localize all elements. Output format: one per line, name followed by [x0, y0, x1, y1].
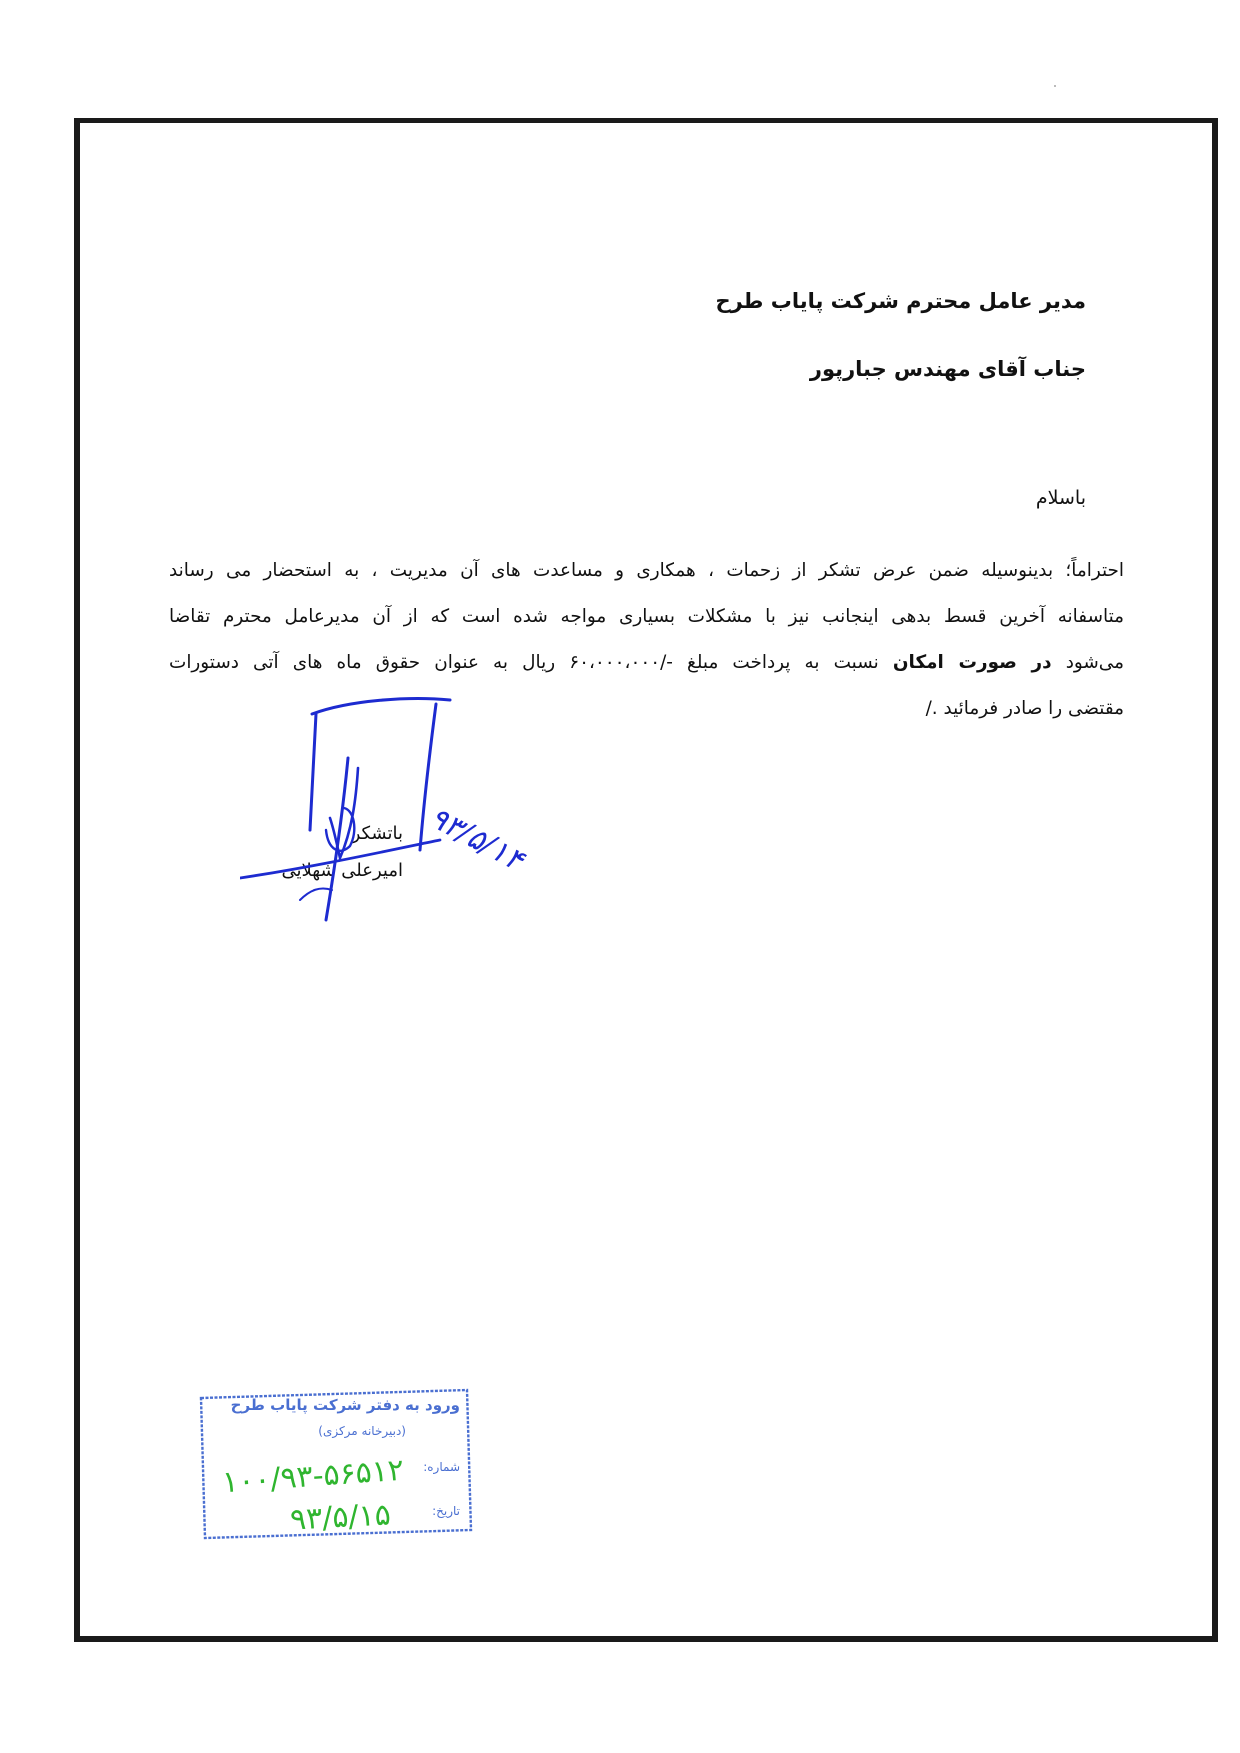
closing-thanks: باتشکر — [351, 823, 403, 844]
body-line-3-start: می‌شود — [1065, 652, 1124, 673]
recipient-title: مدیر عامل محترم شرکت پایاب طرح — [715, 289, 1086, 313]
body-line-2: متاسفانه آخرین قسط بدهی اینجانب نیز با مشکلات بسیاری مواجه شده است که از آن مدیرعامل محترم تقاضا — [169, 606, 1124, 627]
stamp-title: ورود به دفتر شرکت پایاب طرح — [230, 1396, 460, 1414]
recipient-name: جناب آقای مهندس جبارپور — [809, 357, 1086, 381]
body-emphasis: در صورت امکان — [892, 652, 1052, 673]
body-line-4: مقتضی را صادر فرمائید ./ — [925, 698, 1124, 719]
stamp-subtitle: (دبیرخانه مرکزی) — [318, 1424, 406, 1438]
scan-speck — [1054, 85, 1056, 87]
stamp-number-value: ۱۰۰/۹۳-۵۶۵۱۲ — [221, 1452, 406, 1501]
stamp-date-label: تاریخ: — [432, 1504, 460, 1518]
body-line-1: احتراماً؛ بدینوسیله ضمن عرض تشکر از زحمات ، همکاری و مساعدت های آن مدیریت ، به استحضار می رساند — [169, 560, 1124, 581]
stamp-date-value: ۹۳/۵/۱۵ — [289, 1497, 392, 1538]
handwritten-signature — [240, 690, 560, 940]
salutation: باسلام — [1035, 487, 1086, 509]
body-line-3-end: نسبت به پرداخت مبلغ -/۶۰،۰۰۰،۰۰۰ ریال به عنوان حقوق ماه های آتی دستورات — [169, 652, 879, 673]
stamp-number-label: شماره: — [423, 1460, 460, 1474]
signer-name: امیرعلی شهلایی — [281, 860, 403, 881]
handwritten-date: ۹۳/۵/۱۴ — [423, 800, 529, 879]
body-line-3 — [169, 640, 1124, 686]
